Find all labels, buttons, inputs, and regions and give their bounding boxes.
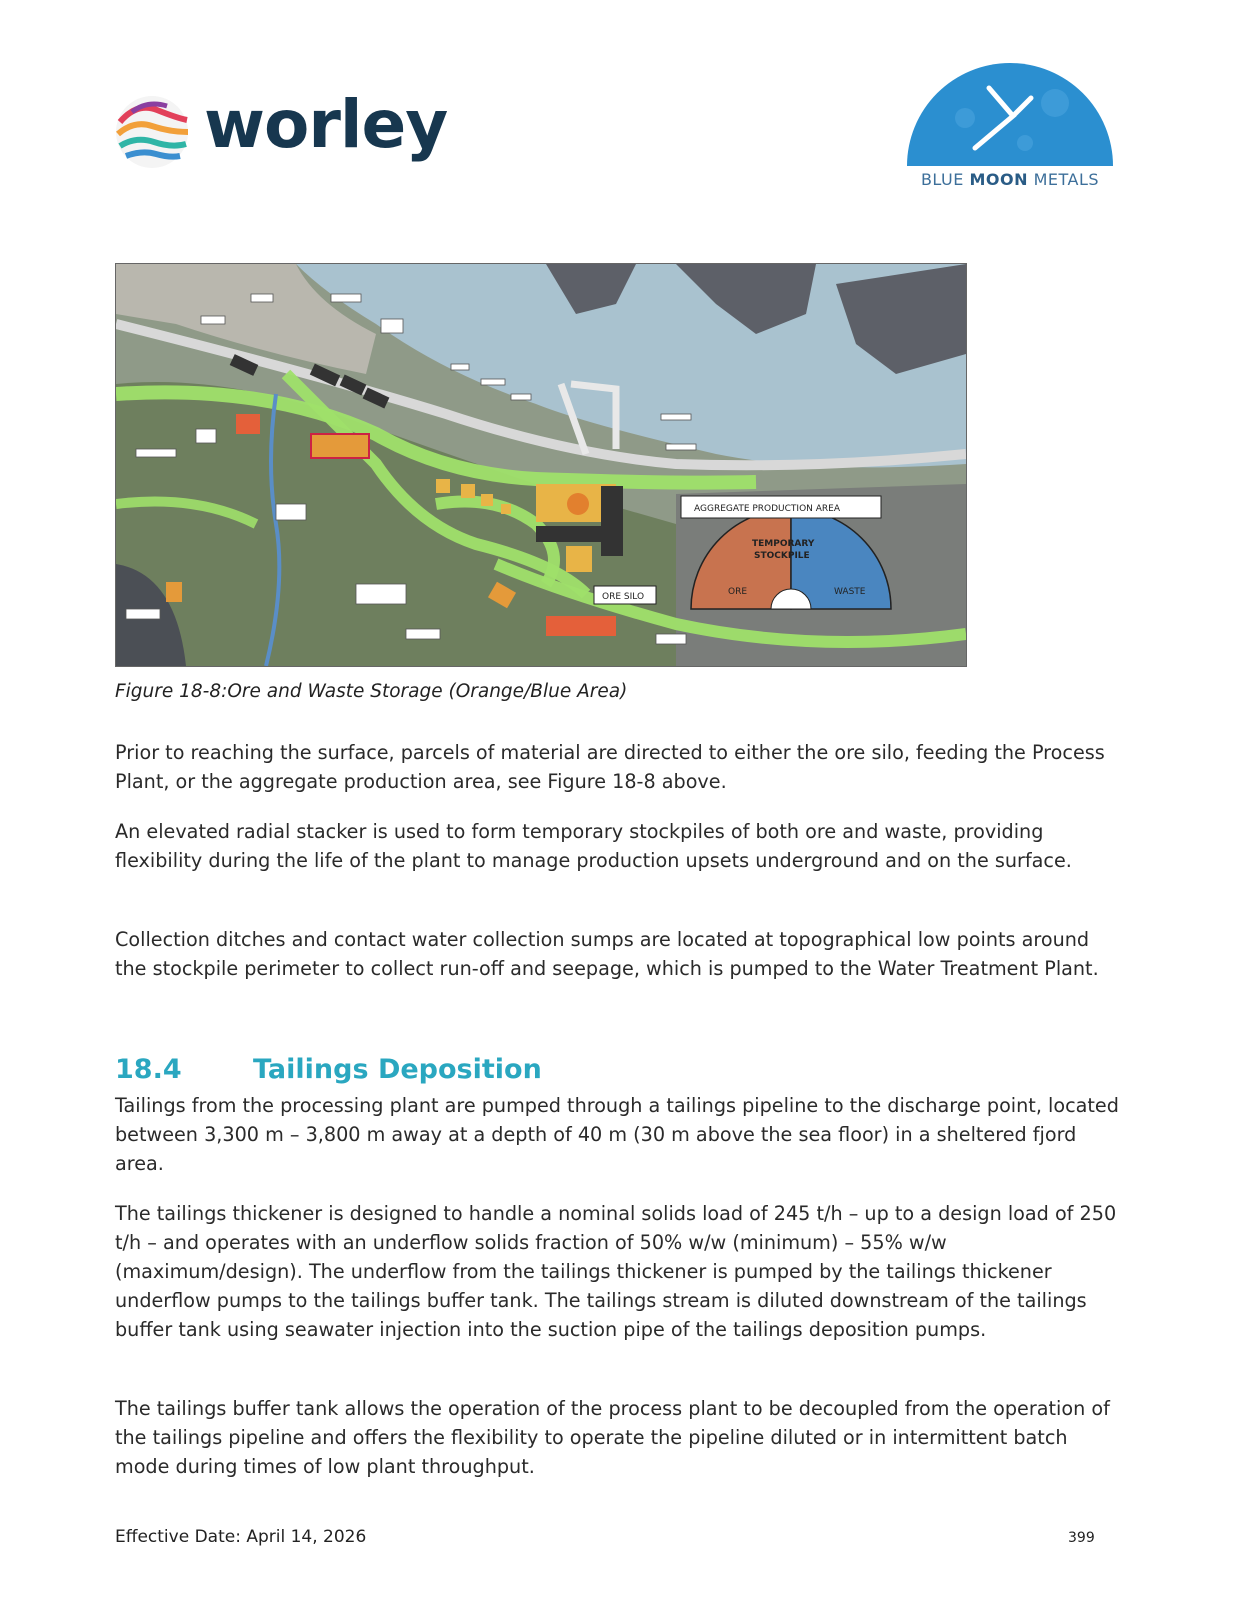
section-heading xyxy=(115,1054,542,1085)
aggregate-production-area-label: AGGREGATE PRODUCTION AREA xyxy=(694,504,841,514)
figure-caption: Figure 18-8:Ore and Waste Storage (Orange/Blue Area) xyxy=(115,681,628,702)
worley-logo xyxy=(112,86,452,172)
blue-moon-metals-wordmark xyxy=(905,170,1115,189)
site-plan-map xyxy=(116,264,966,666)
paragraph-tailings-pipeline: Tailings from the processing plant are pumped through a tailings pipeline to the discharge point, located between 3,300 m – 3,800 m away at a depth of 40 m (30 m above the sea floor) in a sheltered fjord area. xyxy=(115,1094,1119,1175)
worley-wordmark: worley xyxy=(204,86,448,163)
paragraph-ore-silo: Prior to reaching the surface, parcels of material are directed to either the ore silo, feeding the Process Plant, or the aggregate production area, see Figure 18-8 above. xyxy=(115,741,1105,793)
paragraph-buffer-tank: The tailings buffer tank allows the operation of the process plant to be decoupled from the operation of the tailings pipeline and offers the flexibility to operate the pipeline diluted or in intermittent batch mode during times of low plant throughput. xyxy=(115,1397,1110,1478)
section-title: Tailings Deposition xyxy=(253,1054,542,1085)
ore-label: ORE xyxy=(728,587,748,597)
logo-word-blue: BLUE xyxy=(920,170,964,189)
waste-label: WASTE xyxy=(834,587,866,597)
site-plan-figure xyxy=(115,263,967,667)
paragraph-collection-ditches: Collection ditches and contact water collection sumps are located at topographical low points around the stockpile perimeter to collect run-off and seepage, which is pumped to the Water Treatment Plant. xyxy=(115,928,1099,980)
moon-icon xyxy=(905,58,1115,168)
section-number: 18.4 xyxy=(115,1054,182,1085)
effective-date: Effective Date: April 14, 2026 xyxy=(115,1527,367,1547)
stockpile-label: STOCKPILE xyxy=(754,551,810,561)
blue-moon-metals-logo xyxy=(905,58,1115,193)
ore-silo-label: ORE SILO xyxy=(602,592,645,602)
worley-logo-icon xyxy=(112,92,192,172)
paragraph-radial-stacker: An elevated radial stacker is used to form temporary stockpiles of both ore and waste, providing flexibility during the life of the plant to manage production upsets underground and on the surface. xyxy=(115,820,1072,872)
page-number: 399 xyxy=(1068,1530,1095,1546)
temporary-label: TEMPORARY xyxy=(752,539,815,549)
logo-word-metals: METALS xyxy=(1033,170,1100,189)
logo-word-moon: MOON xyxy=(969,170,1028,189)
paragraph-tailings-thickener: The tailings thickener is designed to handle a nominal solids load of 245 t/h – up to a design load of 250 t/h – and operates with an underflow solids fraction of 50% w/w (minimum) – 55% w/w (maximum/design). The underflow from the tailings thickener is pumped by the tailings thickener underflow pumps to the tailings buffer tank. The tailings stream is diluted downstream of the tailings buffer tank using seawater injection into the suction pipe of the tailings deposition pumps. xyxy=(115,1202,1117,1341)
